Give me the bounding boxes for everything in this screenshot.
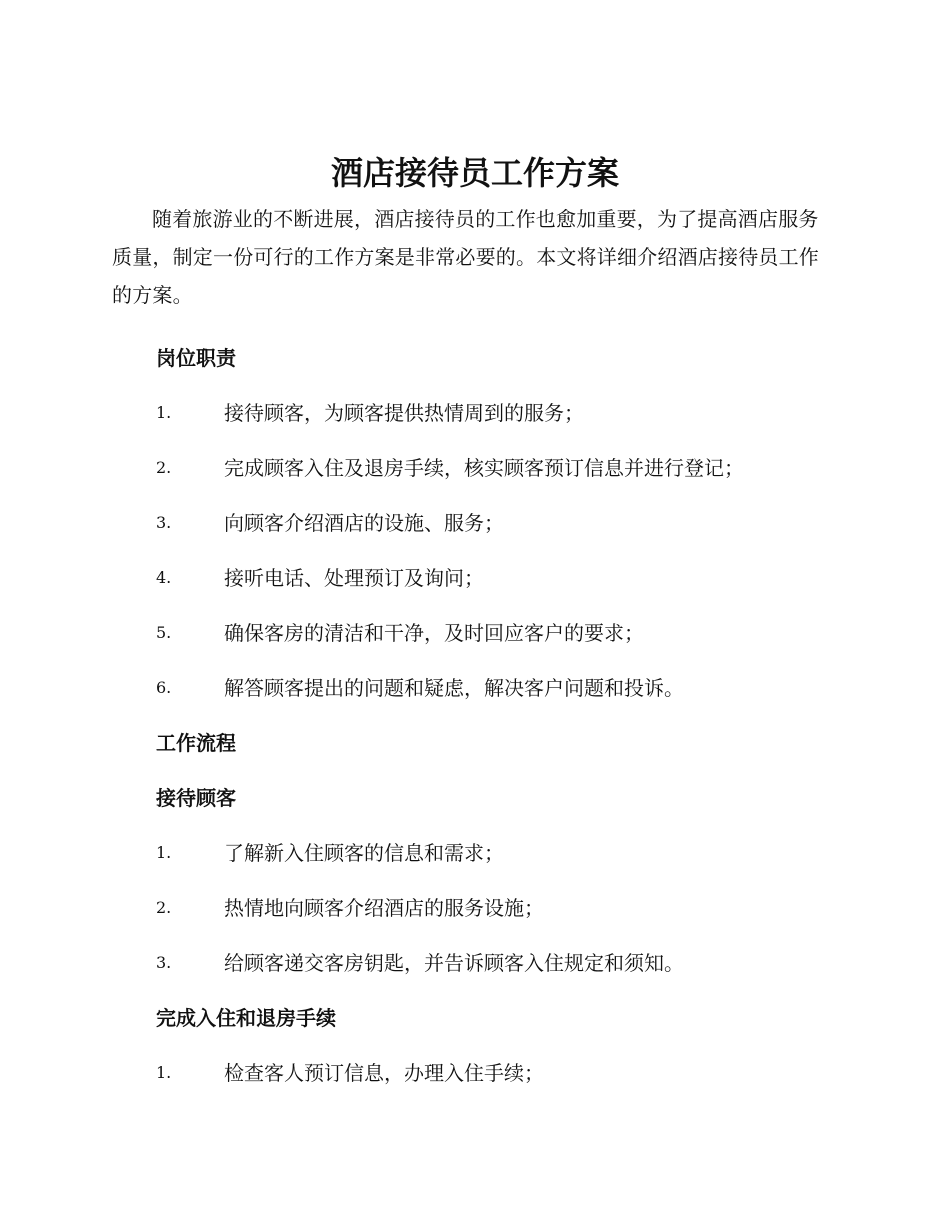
subsection-heading-reception: 接待顾客 (156, 786, 236, 810)
intro-paragraph: 随着旅游业的不断进展，酒店接待员的工作也愈加重要，为了提高酒店服务质量，制定一份可行的工作方案是非常必要的。本文将详细介绍酒店接待员工作的方案。 (112, 207, 819, 307)
section-heading-duties: 岗位职责 (156, 346, 236, 370)
list-item-number: 5. (156, 623, 172, 642)
list-item-text: 热情地向顾客介绍酒店的服务设施； (224, 896, 544, 920)
list-item-number: 1. (156, 1063, 172, 1082)
list-item (156, 1058, 836, 1088)
list-item-number: 3. (156, 953, 172, 972)
list-item-text: 给顾客递交客房钥匙，并告诉顾客入住规定和须知。 (224, 951, 684, 975)
list-item-number: 2. (156, 898, 172, 917)
document-title: 酒店接待员工作方案 (330, 154, 619, 192)
list-item-number: 4. (156, 568, 172, 587)
list-item (156, 673, 836, 703)
list-item (156, 948, 836, 978)
list-item (156, 398, 836, 428)
list-item-text: 了解新入住顾客的信息和需求； (224, 841, 504, 865)
list-item-number: 2. (156, 458, 172, 477)
list-item-number: 3. (156, 513, 172, 532)
list-item-text: 解答顾客提出的问题和疑虑，解决客户问题和投诉。 (224, 676, 684, 700)
list-item (156, 838, 836, 868)
list-item-text: 检查客人预订信息，办理入住手续； (224, 1061, 544, 1085)
list-item-number: 1. (156, 403, 172, 422)
list-item-number: 6. (156, 678, 172, 697)
list-item (156, 893, 836, 923)
section-heading-workflow: 工作流程 (156, 731, 236, 755)
list-item-text: 完成顾客入住及退房手续，核实顾客预订信息并进行登记； (224, 456, 744, 480)
list-item (156, 453, 836, 483)
list-item (156, 508, 836, 538)
list-item (156, 618, 836, 648)
list-item-text: 接听电话、处理预订及询问； (224, 566, 484, 590)
list-item-text: 接待顾客，为顾客提供热情周到的服务； (224, 401, 584, 425)
list-item-number: 1. (156, 843, 172, 862)
list-item-text: 确保客房的清洁和干净，及时回应客户的要求； (224, 621, 644, 645)
subsection-heading-checkin-checkout: 完成入住和退房手续 (156, 1006, 336, 1030)
list-item-text: 向顾客介绍酒店的设施、服务； (224, 511, 504, 535)
list-item (156, 563, 836, 593)
